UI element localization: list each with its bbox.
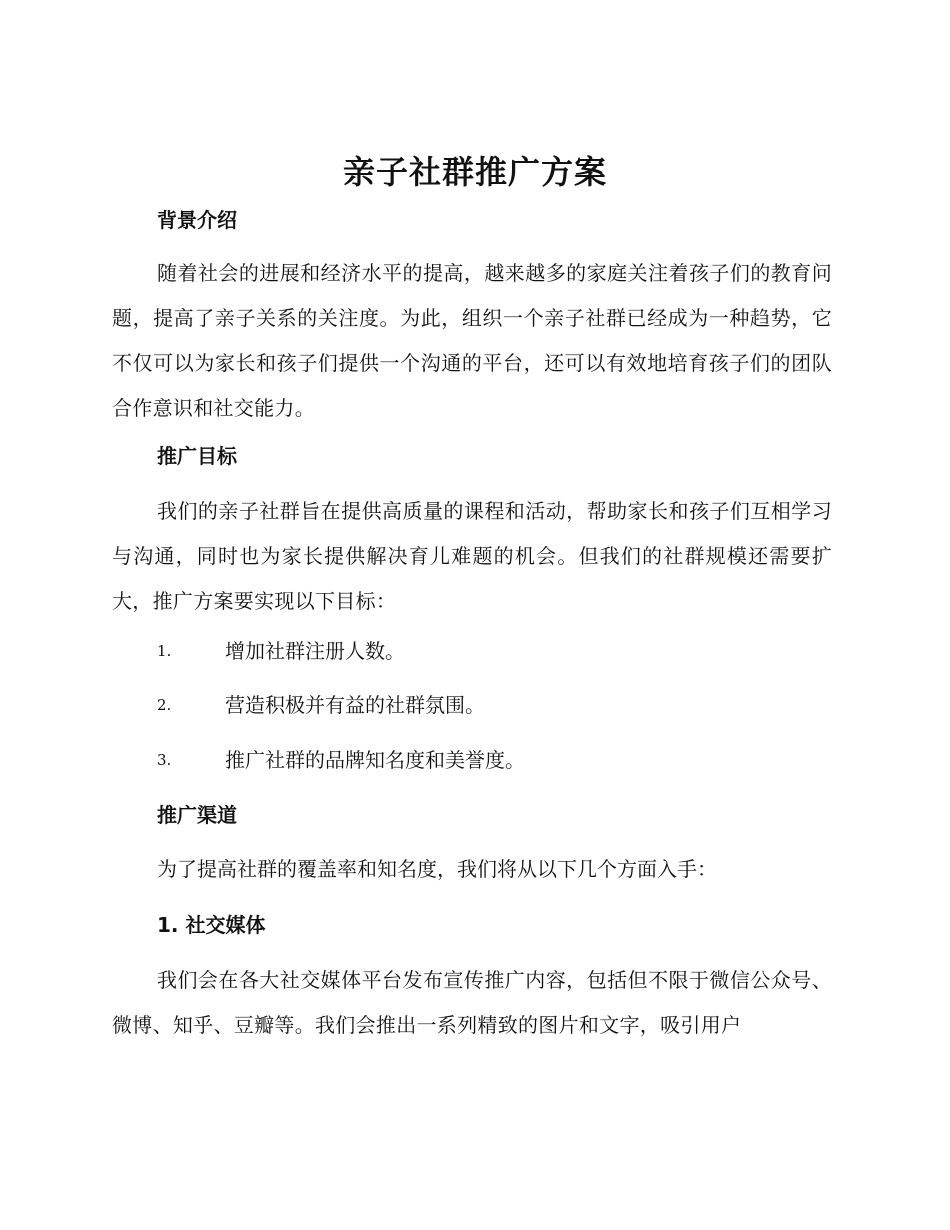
list-item-text: 营造积极并有益的社群氛围。 [225,693,485,717]
document-title: 亲子社群推广方案 [342,153,607,191]
list-item [157,637,837,665]
list-item-number: 2. [157,696,172,714]
section-heading-background: 背景介绍 [157,208,237,232]
section-paragraph-social-media: 我们会在各大社交媒体平台发布宣传推广内容，包括但不限于微信公众号、微博、知乎、豆瓣等。我们会推出一系列精致的图片和文字，吸引用户 [112,968,832,1037]
list-item-number: 1. [157,642,172,660]
list-item-number: 3. [157,751,172,769]
section-paragraph-channels: 为了提高社群的覆盖率和知名度，我们将从以下几个方面入手： [157,857,717,881]
list-item [157,691,837,719]
list-item-text: 推广社群的品牌知名度和美誉度。 [225,748,525,772]
section-paragraph-background: 随着社会的进展和经济水平的提高，越来越多的家庭关注着孩子们的教育问题，提高了亲子关系的关注度。为此，组织一个亲子社群已经成为一种趋势，它不仅可以为家长和孩子们提供一个沟通的平台，还可以有效地培育孩子们的团队合作意识和社交能力。 [112,261,832,420]
list-item-text: 增加社群注册人数。 [225,639,405,663]
section-heading-goals: 推广目标 [157,444,237,468]
section-heading-channels: 推广渠道 [157,803,237,827]
section-paragraph-goals: 我们的亲子社群旨在提供高质量的课程和活动，帮助家长和孩子们互相学习与沟通，同时也为家长提供解决育儿难题的机会。但我们的社群规模还需要扩大，推广方案要实现以下目标： [112,499,832,613]
list-item [157,746,837,774]
section-heading-social-media: 1. 社交媒体 [157,913,266,937]
